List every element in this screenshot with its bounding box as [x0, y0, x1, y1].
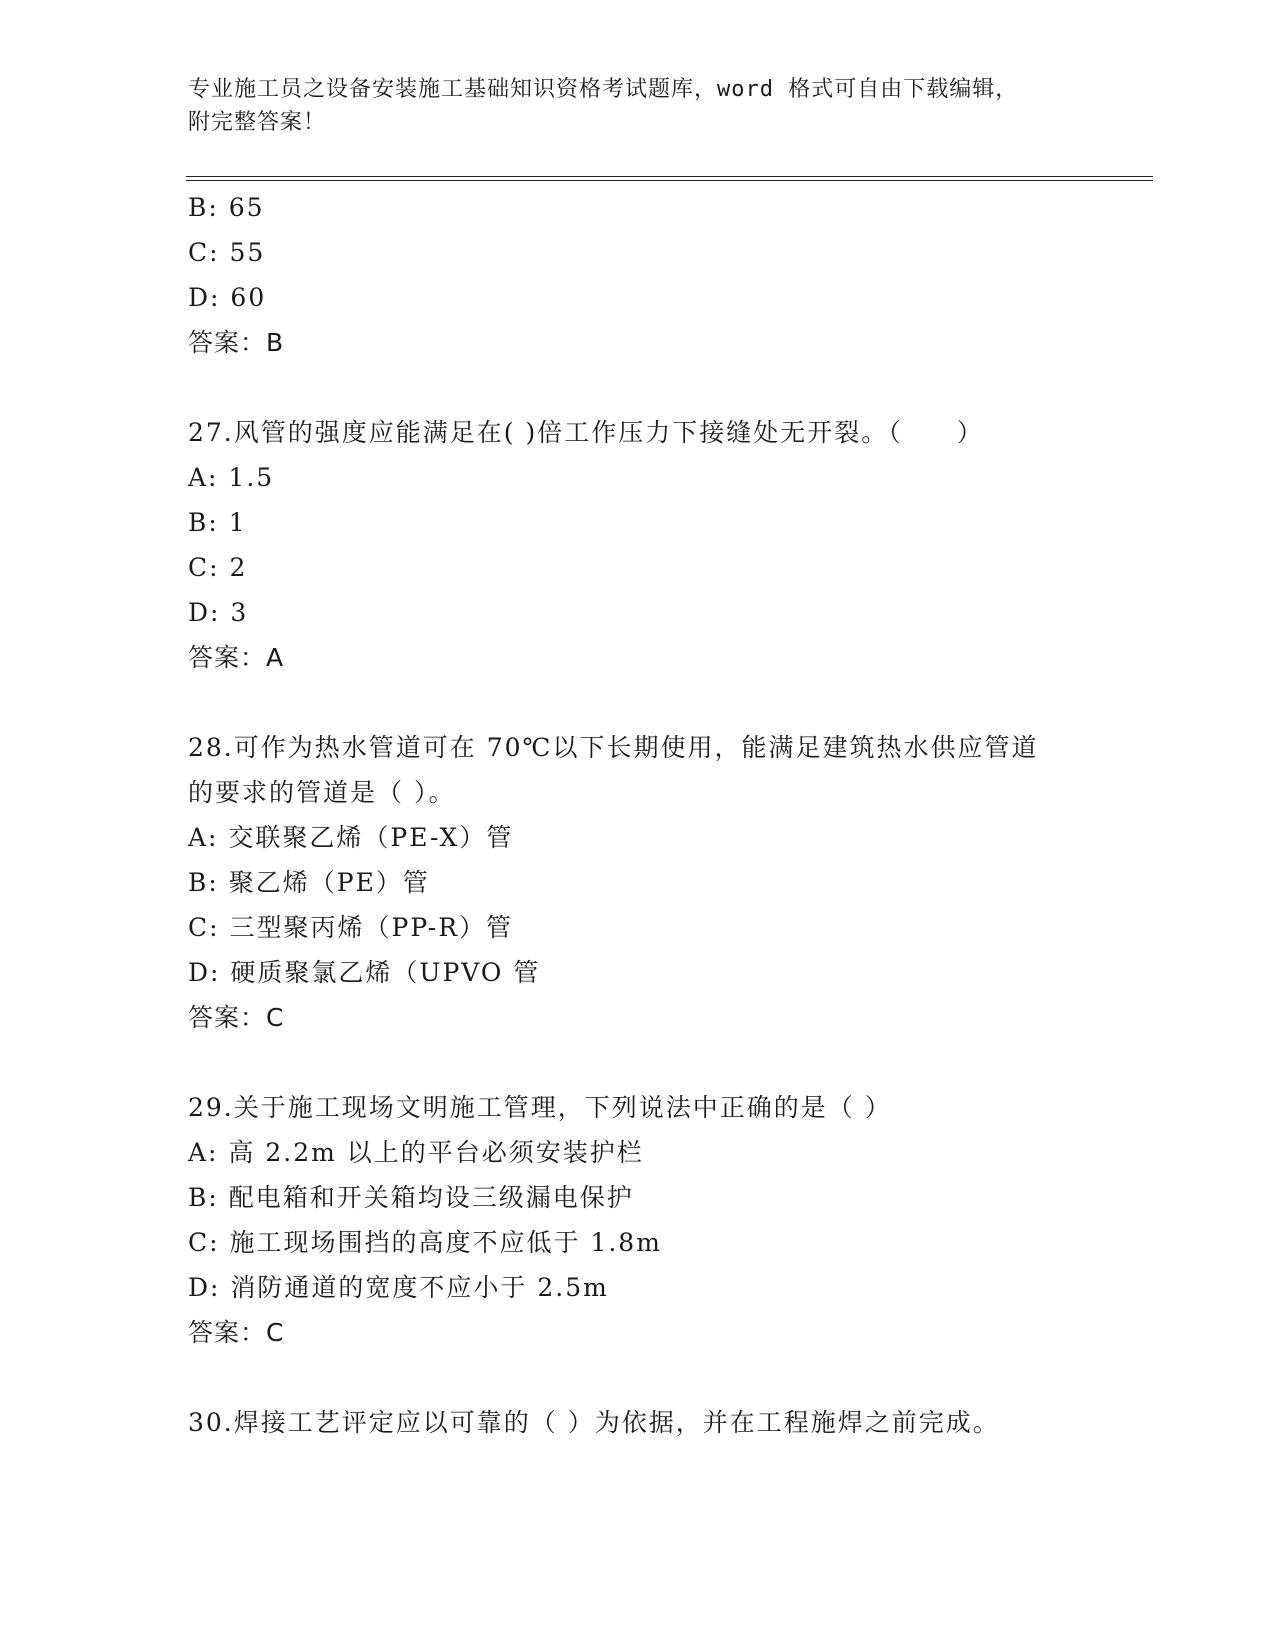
q28-answer: 答案：C — [188, 1003, 285, 1032]
q28-question-line-2: 的要求的管道是（ ）。 — [188, 778, 456, 807]
q27-question: 27.风管的强度应能满足在( )倍工作压力下接缝处无开裂。（ ） — [188, 418, 984, 447]
q28-option-c: C: 三型聚丙烯（PP-R）管 — [188, 913, 514, 942]
q28-option-d: D: 硬质聚氯乙烯（UPVO 管 — [188, 958, 541, 987]
header-divider-top — [186, 176, 1153, 177]
q26-option-b: B: 65 — [188, 193, 265, 222]
q29-answer: 答案：C — [188, 1318, 285, 1347]
q29-option-b: B: 配电箱和开关箱均设三级漏电保护 — [188, 1183, 634, 1212]
q30-question: 30.焊接工艺评定应以可靠的（ ）为依据，并在工程施焊之前完成。 — [188, 1408, 1000, 1437]
q27-option-b: B: 1 — [188, 508, 247, 537]
q26-answer: 答案：B — [188, 328, 285, 357]
header-line-2: 附完整答案！ — [188, 110, 327, 135]
q28-option-a: A: 交联聚乙烯（PE-X）管 — [188, 823, 514, 852]
q29-option-d: D: 消防通道的宽度不应小于 2.5m — [188, 1273, 609, 1302]
q27-option-c: C: 2 — [188, 553, 248, 582]
q29-question: 29.关于施工现场文明施工管理，下列说法中正确的是（ ） — [188, 1093, 892, 1122]
document-header — [188, 73, 1068, 139]
q29-option-a: A: 高 2.2m 以上的平台必须安装护栏 — [188, 1138, 644, 1167]
q28-question-line-1: 28.可作为热水管道可在 70℃以下长期使用，能满足建筑热水供应管道 — [188, 733, 1039, 762]
q26-option-c: C: 55 — [188, 238, 266, 267]
q26-option-d: D: 60 — [188, 283, 267, 312]
q27-option-a: A: 1.5 — [188, 463, 275, 492]
header-divider-bottom — [186, 180, 1153, 181]
q27-option-d: D: 3 — [188, 598, 249, 627]
q28-option-b: B: 聚乙烯（PE）管 — [188, 868, 430, 897]
q29-option-c: C: 施工现场围挡的高度不应低于 1.8m — [188, 1228, 662, 1257]
header-line-1: 专业施工员之设备安装施工基础知识资格考试题库，word 格式可自由下载编辑， — [188, 77, 1019, 102]
q27-answer: 答案：A — [188, 643, 285, 672]
